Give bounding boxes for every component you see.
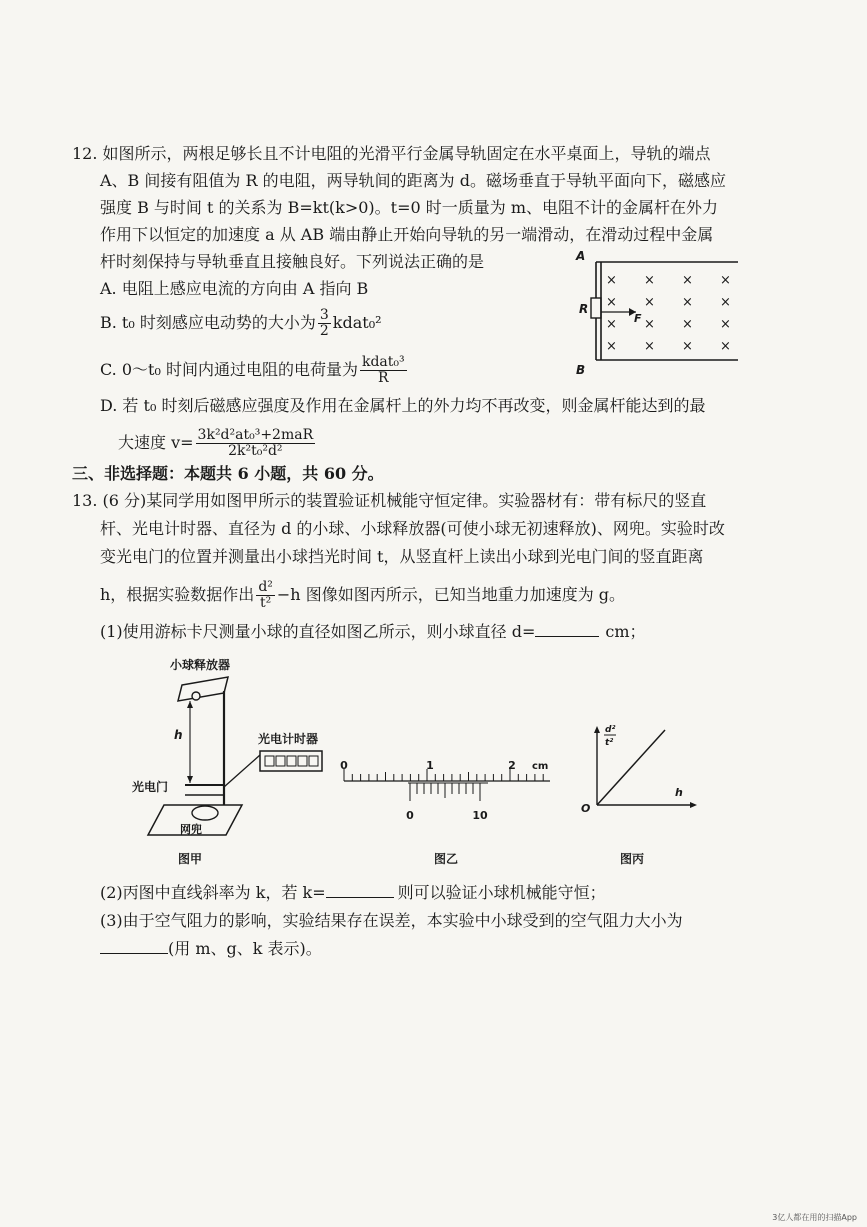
q12-line3: 强度 B 与时间 t 的关系为 B=kt(k>0)。t=0 时一质量为 m、电阻不计的金属杆在外力 [100,198,719,217]
timer-label: 光电计时器 [258,732,319,746]
t2-denominator: t² [259,595,272,611]
field-cross: × [606,295,617,310]
option-c-text: C. 0～t₀ 时间内通过电阻的电荷量为 [100,360,358,379]
figure-yi-caption: 图乙 [434,852,459,866]
part3-answer-blank[interactable] [100,939,168,954]
part2-rest: 则可以验证小球机械能守恒； [397,883,606,902]
magnetic-field-crosses [606,273,731,354]
option-b-denominator: 2 [319,323,329,339]
option-c-numerator: kdat₀³ [361,354,405,370]
photogate-label: 光电门 [132,780,169,794]
q13-part2 [100,882,606,904]
field-cross: × [720,339,731,354]
section-3-heading: 三、非选择题：本题共 6 小题，共 60 分。 [72,464,384,483]
resistor [591,298,601,318]
field-cross: × [682,273,693,288]
y-axis-arrow [594,726,600,733]
option-c-fraction [360,355,407,386]
q13-line1: 13. (6 分)某同学用如图甲所示的装置验证机械能守恒定律。实验器材有：带有标尺的竖直 [72,491,707,510]
q13-part3: (3)由于空气阻力的影响，实验结果存在误差，本实验中小球受到的空气阻力大小为 [100,911,683,930]
scanner-watermark: 3亿人都在用的扫描App [772,1213,857,1222]
option-b-expression: kdat₀² [332,313,382,332]
q12-option-d-line1: D. 若 t₀ 时刻后磁感应强度及作用在金属杆上的外力均不再改变，则金属杆能达到的最 [100,396,706,415]
vernier-label-10: 10 [472,809,488,822]
label-a: A [576,249,586,263]
part2-answer-blank[interactable] [326,883,394,898]
field-cross: × [644,295,655,310]
main-label-2: 2 [508,759,516,772]
field-cross: × [606,339,617,354]
y-label-denominator: t² [605,738,614,748]
option-b-numerator: 3 [319,307,329,323]
field-cross: × [682,317,693,332]
q12-option-d-line2 [118,428,317,459]
option-d-numerator: 3k²d²at₀³+2maR [197,427,314,443]
line4-text: h，根据实验数据作出 [100,585,255,604]
height-arrow-top [187,701,193,708]
q13-part3-line2 [100,938,322,960]
field-cross: × [606,317,617,332]
figure-yi [340,755,555,825]
q12-line2: A、B 间接有阻值为 R 的电阻，两导轨间的距离为 d。磁场垂直于导轨平面向下，磁感应 [100,171,726,190]
line4-rest: −h 图像如图丙所示，已知当地重力加速度为 g。 [276,585,626,604]
figure-bing [575,720,705,830]
q12-option-a: A. 电阻上感应电流的方向由 A 指向 B [100,279,369,298]
field-cross: × [720,317,731,332]
d2-over-t2 [256,580,275,611]
field-cross: × [682,339,693,354]
figure-jia [130,655,360,865]
main-scale-labels [340,759,548,772]
field-cross: × [644,273,655,288]
timer-box [260,751,322,771]
height-label: h [174,728,183,742]
main-label-1: 1 [426,759,434,772]
figure-jia-caption: 图甲 [178,852,203,866]
field-cross: × [720,295,731,310]
y-label-numerator: d² [605,725,616,735]
field-cross: × [606,273,617,288]
figure-bing-caption: 图丙 [620,852,645,866]
label-r: R [579,302,589,316]
part1-text: (1)使用游标卡尺测量小球的直径如图乙所示，则小球直径 d= [100,622,536,641]
d2-numerator: d² [258,579,273,595]
q12-option-b [100,308,382,339]
main-unit-label: cm [532,761,549,772]
q12-rail-figure [560,250,750,375]
origin-label: O [581,802,591,815]
timer-cable [224,755,260,787]
releaser-label: 小球释放器 [170,658,231,672]
part1-answer-blank[interactable] [535,622,599,637]
q13-line2: 杆、光电计时器、直径为 d 的小球、小球释放器(可使小球无初速释放)、网兜。实验时改 [100,519,725,538]
option-b-text: B. t₀ 时刻感应电动势的大小为 [100,313,316,332]
q12-line4: 作用下以恒定的加速度 a 从 AB 端由静止开始向导轨的另一端滑动，在滑动过程中金属 [100,225,714,244]
part1-unit: cm； [605,622,646,641]
x-axis-label: h [675,786,683,799]
field-cross: × [644,339,655,354]
ball-top [192,692,200,700]
main-label-0: 0 [340,759,348,772]
option-d-text: 大速度 v= [118,433,194,452]
part2-text: (2)丙图中直线斜率为 k，若 k= [100,883,326,902]
q12-option-c [100,355,409,386]
q12-line5: 杆时刻保持与导轨垂直且接触良好。下列说法正确的是 [100,252,485,271]
option-c-denominator: R [378,370,389,386]
field-cross: × [720,273,731,288]
field-cross: × [682,295,693,310]
q13-line4 [100,580,625,611]
option-d-fraction [196,428,316,459]
net-ball [192,806,218,820]
option-d-denominator: 2k²t₀²d² [228,443,283,459]
field-cross: × [644,317,655,332]
option-b-fraction [318,308,331,339]
label-b: B [576,363,586,377]
part3-rest: (用 m、g、k 表示)。 [168,939,322,958]
q13-part1 [100,621,646,643]
q13-line3: 变光电门的位置并测量出小球挡光时间 t，从竖直杆上读出小球到光电门间的竖直距离 [100,547,704,566]
q12-line1: 12. 如图所示，两根足够长且不计电阻的光滑平行金属导轨固定在水平桌面上，导轨的端点 [72,144,711,163]
label-f: F [634,312,642,325]
net-label: 网兜 [180,823,202,836]
vernier-label-0: 0 [406,809,414,822]
height-arrow-bottom [187,776,193,783]
vernier-ticks [410,783,480,801]
x-axis-arrow [690,802,697,808]
releaser-plate [178,677,228,701]
